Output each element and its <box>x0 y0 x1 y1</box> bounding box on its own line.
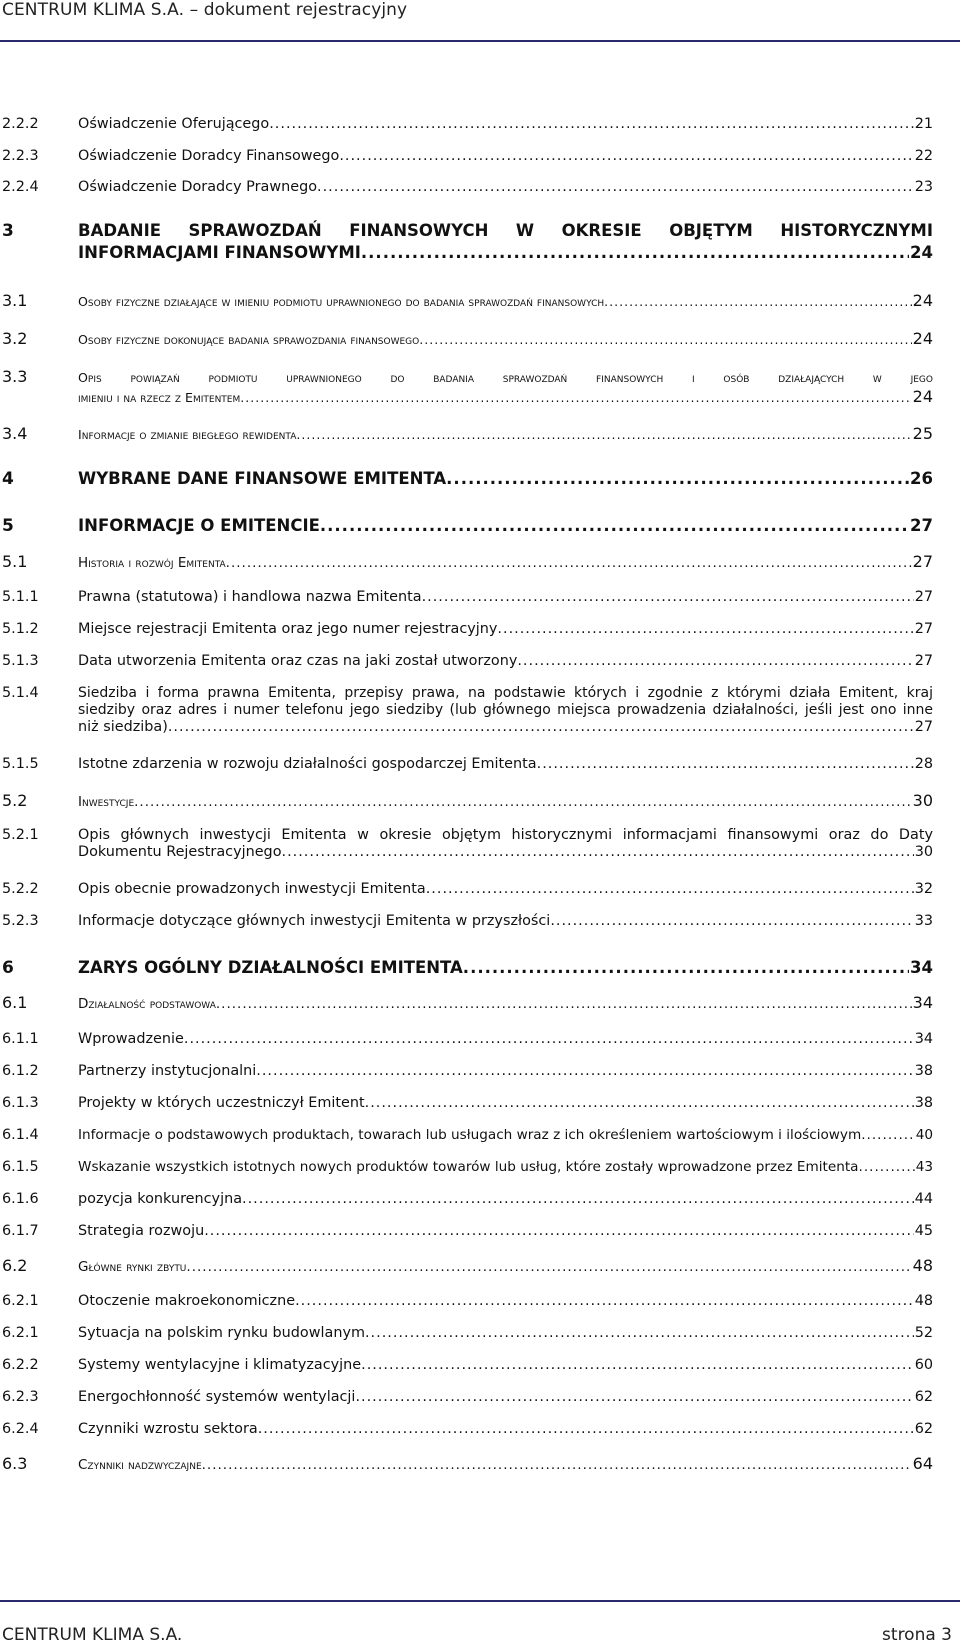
toc-page: 34 <box>910 958 933 977</box>
toc-page: 27 <box>914 621 933 637</box>
toc-title-line: Siedziba i forma prawna Emitenta, przepisy prawa, na podstawie których i zgodnie z którymi działa Emitent, kraj <box>78 685 933 701</box>
toc-number: 6.1.7 <box>2 1223 39 1239</box>
toc-page: 27 <box>914 653 933 669</box>
toc-page: 26 <box>910 469 933 488</box>
toc-number: 5.1.3 <box>2 653 39 669</box>
toc-page: 30 <box>914 844 933 860</box>
toc-title: Strategia rozwoju <box>78 1223 205 1239</box>
toc-number: 5.1.2 <box>2 621 39 637</box>
toc-title: Sytuacja na polskim rynku budowlanym <box>78 1325 365 1341</box>
toc-page: 25 <box>912 424 933 443</box>
toc-page: 27 <box>912 552 933 571</box>
toc-title: Osoby fizyczne działające w imieniu podmiotu uprawnionego do badania sprawozdań finansowych <box>78 294 605 309</box>
page-header <box>0 0 960 44</box>
toc-number: 5.1.1 <box>2 589 39 605</box>
toc-title: Historia i rozwój Emitenta <box>78 555 226 571</box>
toc-title-line: Opis powiązań podmiotu uprawnionego do badania sprawozdań finansowych i osób działających w jego <box>78 370 933 385</box>
toc-number: 6.2.4 <box>2 1421 39 1437</box>
toc-title: INFORMACJAMI FINANSOWYMI <box>78 243 361 262</box>
toc-number: 3.4 <box>2 424 28 443</box>
toc-number: 3.2 <box>2 329 28 348</box>
toc-number: 6.2 <box>2 1256 28 1275</box>
toc-page: 43 <box>915 1159 933 1175</box>
toc-number: 6.1.2 <box>2 1063 39 1079</box>
toc-title: Informacje o zmianie biegłego rewidenta <box>78 427 297 442</box>
toc-title-line: BADANIE SPRAWOZDAŃ FINANSOWYCH W OKRESIE OBJĘTYM HISTORYCZNYMI <box>78 221 933 240</box>
toc-page: 38 <box>914 1095 933 1111</box>
toc-number: 6.2.2 <box>2 1357 39 1373</box>
toc-number: 3 <box>2 221 14 241</box>
header-rule <box>0 40 960 42</box>
toc-title: Osoby fizyczne dokonujące badania sprawozdania finansowego <box>78 332 420 347</box>
toc-page: 33 <box>914 913 933 929</box>
toc-page: 48 <box>914 1293 933 1309</box>
toc-title: ZARYS OGÓLNY DZIAŁALNOŚCI EMITENTA <box>78 958 463 977</box>
toc-page: 38 <box>914 1063 933 1079</box>
toc-page: 52 <box>914 1325 933 1341</box>
toc-number: 3.3 <box>2 367 28 386</box>
toc-page: 34 <box>914 1031 933 1047</box>
toc-title: Prawna (statutowa) i handlowa nazwa Emitenta <box>78 589 422 605</box>
toc-page: 60 <box>914 1357 933 1373</box>
toc-title: Czynniki nadzwyczajne <box>78 1457 202 1473</box>
toc-page: 45 <box>914 1223 933 1239</box>
toc-number: 3.1 <box>2 291 28 310</box>
toc-title: INFORMACJE O EMITENCIE <box>78 516 320 535</box>
toc-title: imieniu i na rzecz z Emitentem <box>78 390 241 405</box>
toc-number: 2.2.3 <box>2 148 39 164</box>
header-title: CENTRUM KLIMA S.A. – dokument rejestracyjny <box>2 0 408 20</box>
toc-page: 28 <box>914 756 933 772</box>
toc-number: 5.1.4 <box>2 685 39 701</box>
toc-title: pozycja konkurencyjna <box>78 1191 243 1207</box>
toc-number: 6.2.3 <box>2 1389 39 1405</box>
page-number: strona 3 <box>882 1625 952 1645</box>
toc-number: 5.2.1 <box>2 827 39 843</box>
toc-page: 32 <box>914 881 933 897</box>
toc-number: 5.2.2 <box>2 881 39 897</box>
toc-page: 62 <box>914 1389 933 1405</box>
toc-page: 62 <box>914 1421 933 1437</box>
toc-number: 4 <box>2 469 14 489</box>
toc-number: 5 <box>2 516 14 536</box>
toc-title-line: siedziby oraz adres i numer telefonu jego siedziby (lub głównego miejsca prowadzenia działalności, jeśli jest ono inne <box>78 702 933 718</box>
toc-page: 40 <box>915 1127 933 1143</box>
toc-title-line: Opis głównych inwestycji Emitenta w okresie objętym historycznymi informacjami finansowymi oraz do Daty <box>78 827 933 843</box>
toc-number: 6 <box>2 958 14 978</box>
toc-title: Oświadczenie Doradcy Prawnego <box>78 179 318 195</box>
toc-title: Projekty w których uczestniczył Emitent <box>78 1095 365 1111</box>
toc-page: 23 <box>914 179 933 195</box>
toc-title: Czynniki wzrostu sektora <box>78 1421 258 1437</box>
toc-title: Działalność podstawowa <box>78 996 216 1012</box>
toc-page: 48 <box>912 1256 933 1275</box>
toc-page: 64 <box>912 1454 933 1473</box>
toc-number: 6.2.1 <box>2 1325 39 1341</box>
footer-rule <box>0 1600 960 1602</box>
toc-title: Energochłonność systemów wentylacji <box>78 1389 356 1405</box>
toc-title: Oświadczenie Doradcy Finansowego <box>78 148 340 164</box>
toc-page: 44 <box>914 1191 933 1207</box>
toc-number: 5.1.5 <box>2 756 39 772</box>
toc-page: 24 <box>912 291 933 310</box>
toc-title: Partnerzy instytucjonalni <box>78 1063 257 1079</box>
toc-title: WYBRANE DANE FINANSOWE EMITENTA <box>78 469 447 488</box>
toc-page: 27 <box>914 719 933 735</box>
toc-title: Miejsce rejestracji Emitenta oraz jego numer rejestracyjny <box>78 621 498 637</box>
toc-title: Opis obecnie prowadzonych inwestycji Emitenta <box>78 881 426 897</box>
toc-number: 6.1.3 <box>2 1095 39 1111</box>
toc-title: Dokumentu Rejestracyjnego <box>78 844 282 860</box>
toc-number: 5.2.3 <box>2 913 39 929</box>
toc-page: 27 <box>914 589 933 605</box>
toc-page: 24 <box>912 387 933 406</box>
toc-page: 34 <box>912 993 933 1012</box>
toc-title: Główne rynki zbytu <box>78 1259 187 1275</box>
toc-number: 6.1 <box>2 993 28 1012</box>
toc-page: 22 <box>914 148 933 164</box>
toc-title: Systemy wentylacyjne i klimatyzacyjne <box>78 1357 362 1373</box>
toc-number: 6.1.4 <box>2 1127 39 1143</box>
toc-number: 2.2.4 <box>2 179 39 195</box>
toc-title: niż siedziba) <box>78 719 168 735</box>
toc-title: Data utworzenia Emitenta oraz czas na jaki został utworzony <box>78 653 518 669</box>
toc-number: 5.1 <box>2 552 28 571</box>
toc-number: 6.2.1 <box>2 1293 39 1309</box>
toc-title: Otoczenie makroekonomiczne <box>78 1293 296 1309</box>
toc-number: 6.1.6 <box>2 1191 39 1207</box>
toc-title: Oświadczenie Oferującego <box>78 116 270 132</box>
toc-title: Inwestycje <box>78 794 135 810</box>
toc-number: 6.3 <box>2 1454 28 1473</box>
toc-number: 6.1.5 <box>2 1159 39 1175</box>
toc-title: Informacje dotyczące głównych inwestycji Emitenta w przyszłości <box>78 913 551 929</box>
toc-page: 24 <box>910 243 933 262</box>
toc-title: Istotne zdarzenia w rozwoju działalności gospodarczej Emitenta <box>78 756 537 772</box>
toc-page: 21 <box>914 116 933 132</box>
footer-company: CENTRUM KLIMA S.A. <box>2 1625 183 1645</box>
toc-title: Wprowadzenie <box>78 1031 184 1047</box>
toc-number: 2.2.2 <box>2 116 39 132</box>
toc-title: Wskazanie wszystkich istotnych nowych produktów towarów lub usług, które zostały wprowadzone przez Emitenta <box>78 1159 859 1175</box>
toc-number: 5.2 <box>2 791 28 810</box>
toc-title: Informacje o podstawowych produktach, towarach lub usługach wraz z ich określeniem wartościowym i ilościowym <box>78 1127 862 1143</box>
toc-page: 24 <box>912 329 933 348</box>
toc-page: 30 <box>912 791 933 810</box>
toc-number: 6.1.1 <box>2 1031 39 1047</box>
toc-page: 27 <box>910 516 933 535</box>
